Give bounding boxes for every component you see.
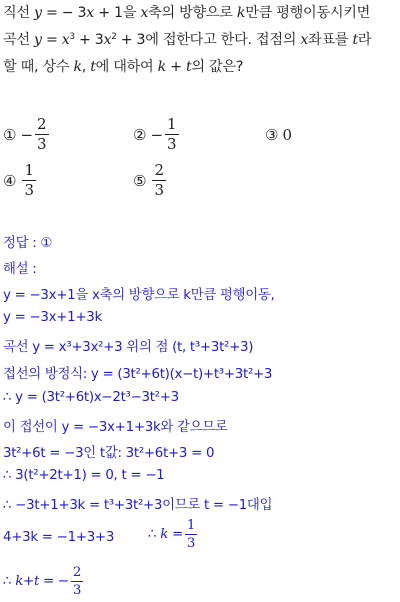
final-fraction: $\frac{2}{3}$	[72, 565, 82, 599]
choice-4-number: ④	[3, 171, 17, 190]
choice-5-fraction: $\frac{2}{3}$	[154, 161, 164, 199]
question-text	[3, 0, 397, 81]
solution-line-8: ∴ 3(t²+2t+1) = 0, t = −1	[3, 468, 165, 483]
choice-4-fraction: $\frac{1}{3}$	[24, 161, 34, 199]
choice-2-number: ②	[133, 125, 147, 144]
solution-line-9: ∴ −3t+1+3k = t³+3t²+3이므로 t = −1대입	[3, 498, 273, 513]
solution-line-10: 4+3k = −1+3+3	[3, 530, 115, 545]
choice-2-fraction: $\frac{1}{3}$	[167, 115, 177, 153]
solution-k-result: ∴ k = $\frac{1}{3}$	[148, 518, 196, 552]
choice-3[interactable]	[265, 126, 292, 144]
choice-4[interactable]	[3, 163, 38, 198]
choice-3-number: ③	[265, 126, 279, 144]
solution-final-result: ∴ k+t = − $\frac{2}{3}$	[3, 565, 82, 599]
choice-3-value: 0	[282, 126, 292, 144]
choice-2[interactable]: ② − $\frac{1}{3}$	[133, 115, 177, 153]
solution-line-4: 접선의 방정식: y = (3t²+6t)(x−t)+t³+3t²+3	[3, 367, 273, 382]
choice-1-number: ①	[3, 125, 17, 144]
explanation-heading: 해설 :	[3, 262, 37, 277]
solution-line-5: ∴ y = (3t²+6t)x−2t³−3t²+3	[3, 390, 179, 405]
question-line-2: 곡선 $y = x^3 + 3x^2 + 3$에 접한다고 한다. 접점의 x좌표를 t라	[3, 32, 372, 48]
solution-line-3: 곡선 y = x³+3x²+3 위의 점 (t, t³+3t²+3)	[3, 340, 254, 355]
solution-line-6: 이 접선이 y = −3x+1+3k와 같으므로	[3, 420, 228, 435]
choice-1-fraction: $\frac{2}{3}$	[37, 115, 47, 153]
k-fraction: $\frac{1}{3}$	[186, 518, 196, 552]
solution-line-7: 3t²+6t = −3인 t값: 3t²+6t+3 = 0	[3, 446, 215, 461]
choice-1[interactable]: ① − $\frac{2}{3}$	[3, 115, 47, 153]
choice-5-number: ⑤	[133, 171, 147, 190]
choice-5[interactable]	[133, 163, 168, 198]
solution-line-2: y = −3x+1+3k	[3, 310, 102, 325]
question-line-1: 직선 y = − 3x + 1을 x축의 방향으로 k만큼 평행이동시키면	[3, 5, 371, 21]
answer-line: 정답 : ①	[3, 236, 53, 251]
solution-line-1: y = −3x+1을 x축의 방향으로 k만큼 평행이동,	[3, 288, 275, 303]
question-line-3: 할 때, 상수 k, t에 대하여 k + t의 값은?	[3, 59, 244, 75]
